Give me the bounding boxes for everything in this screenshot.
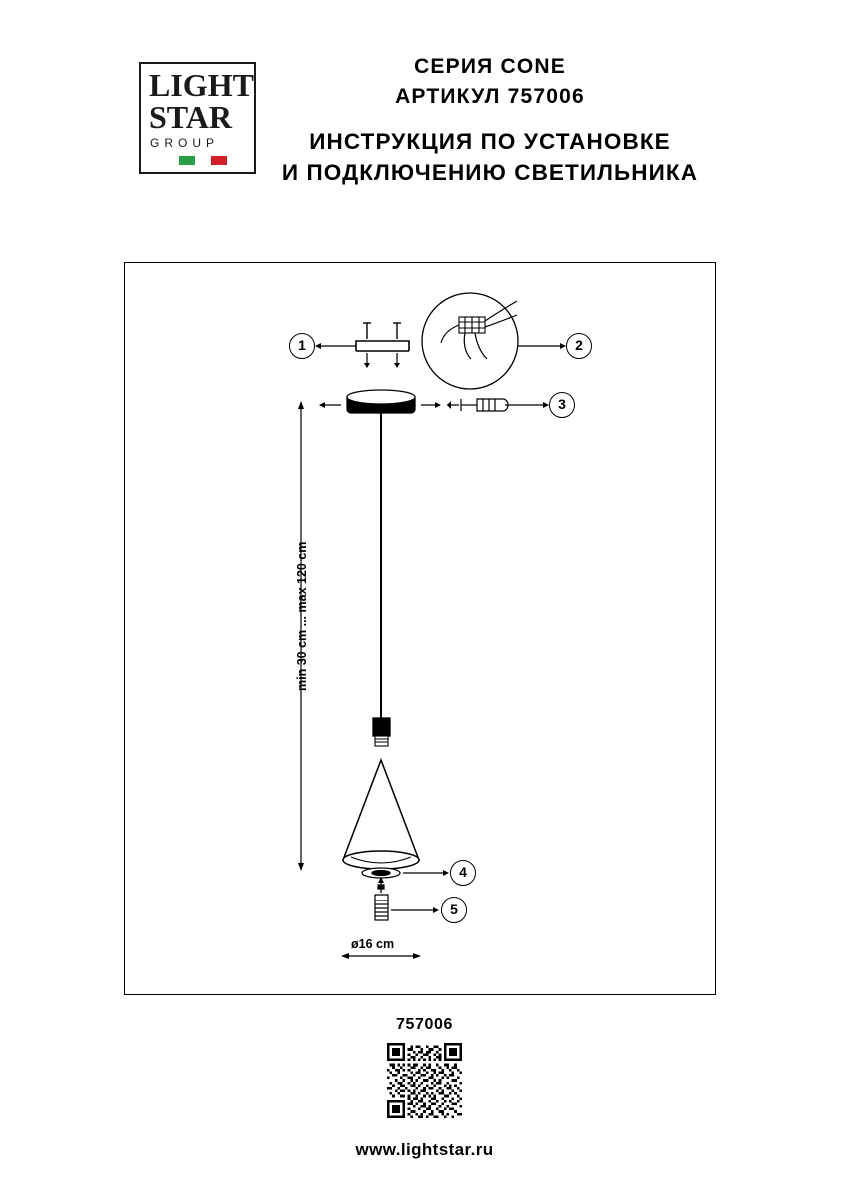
diameter-dimension-label: ø16 cm [351, 937, 395, 951]
callout-3: 3 [549, 392, 575, 418]
product-code: 757006 [396, 1016, 453, 1033]
brand-logo [139, 62, 256, 174]
diagram-frame [124, 262, 716, 995]
logo-line-light: LIGHT [149, 67, 254, 103]
article-title: АРТИКУЛ 757006 [395, 85, 585, 108]
logo-line-group: GROUP [150, 136, 220, 150]
series-title: СЕРИЯ CONE [414, 55, 566, 78]
instruction-title-line2: И ПОДКЛЮЧЕНИЮ СВЕТИЛЬНИКА [281, 160, 699, 185]
instruction-title-line1: ИНСТРУКЦИЯ ПО УСТАНОВКЕ [309, 129, 671, 154]
installation-diagram [125, 263, 717, 996]
callout-4: 4 [450, 860, 476, 886]
callout-2: 2 [566, 333, 592, 359]
italy-flag-icon [179, 156, 227, 165]
title-block [260, 52, 720, 188]
callout-5: 5 [441, 897, 467, 923]
callout-1: 1 [289, 333, 315, 359]
page-header [0, 52, 849, 202]
height-dimension-label: min 30 cm ... max 120 cm [295, 541, 309, 691]
logo-line-star: STAR [149, 99, 232, 135]
qr-code [387, 1043, 462, 1118]
website-link[interactable]: www.lightstar.ru [355, 1140, 494, 1159]
